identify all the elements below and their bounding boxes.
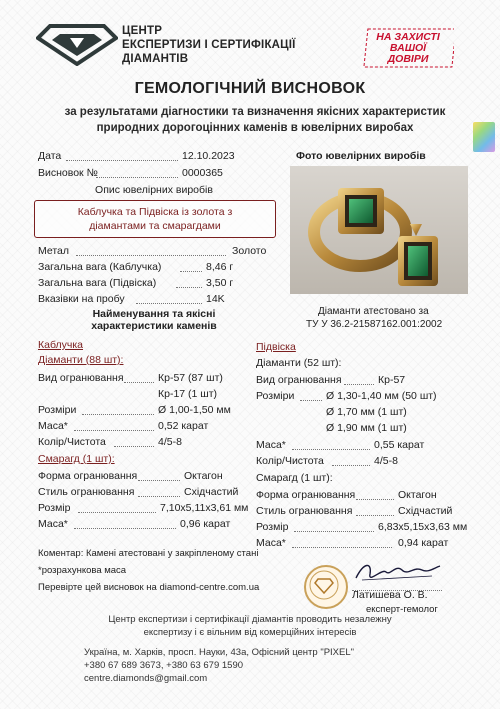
pendant-size-value-2: Ø 1,70 мм (1 шт) xyxy=(326,406,407,418)
org-line-3: ДІАМАНТІВ xyxy=(122,53,189,65)
ring-mass-value: 0,52 карат xyxy=(158,420,209,432)
ring-dim-label: Розмір xyxy=(38,502,71,514)
ring-dim-value: 7,10x5,11x3,61 мм xyxy=(160,502,249,514)
dots-divider xyxy=(292,449,370,450)
dots-divider xyxy=(78,512,156,513)
dots-divider xyxy=(124,382,154,383)
dots-divider xyxy=(74,528,176,529)
weight-pendant-value: 3,50 г xyxy=(206,277,234,289)
dots-divider xyxy=(74,430,154,431)
dots-divider xyxy=(294,531,374,532)
diamond-logo-icon xyxy=(36,22,118,66)
ring-emerald-mass-label: Маса* xyxy=(38,518,68,530)
subtitle-line-2: природних дорогоцінних каменів в ювелірних виробах xyxy=(96,122,414,134)
ring-shape-value: Октагон xyxy=(184,470,223,482)
description-box xyxy=(34,200,276,238)
dots-divider xyxy=(176,287,202,288)
pendant-emerald-mass-value: 0,94 карат xyxy=(398,537,449,549)
verify-note: Перевірте цей висновок на diamond-centre.com.ua xyxy=(38,582,260,593)
jewelry-photo xyxy=(290,166,468,294)
pendant-emerald-label: Смарагд (1 шт): xyxy=(256,472,333,484)
description-heading: Опис ювелірних виробів xyxy=(95,184,213,196)
hallmark-value: 14K xyxy=(206,293,225,305)
pendant-color-label: Колір/Чистота xyxy=(256,455,324,467)
pendant-mass-value: 0,55 карат xyxy=(374,439,425,451)
pendant-cut-value: Кр-57 xyxy=(378,374,406,386)
weight-pendant-label: Загальна вага (Підвіска) xyxy=(38,277,157,289)
section-heading-line-1: Найменування та якісні xyxy=(92,308,216,320)
org-line-1: ЦЕНТР xyxy=(122,25,163,37)
pendant-cut-label: Вид огранювання xyxy=(256,374,342,386)
number-value: 0000365 xyxy=(182,167,223,179)
ring-style-label: Стиль огранювання xyxy=(38,486,135,498)
pendant-size-label: Розміри xyxy=(256,390,295,402)
footer-address: Україна, м. Харків, просп. Науки, 43а, Офісний центр "PIXEL" xyxy=(84,647,355,658)
metal-label: Метал xyxy=(38,245,70,257)
ring-mass-label: Маса* xyxy=(38,420,68,432)
expert-role: експерт-гемолог xyxy=(366,604,438,615)
ring-cut-value-2: Кр-17 (1 шт) xyxy=(158,388,218,400)
hallmark-label: Вказівки на пробу xyxy=(38,293,125,305)
metal-value: Золото xyxy=(232,245,267,257)
ring-diamonds-label: Діаманти (88 шт): xyxy=(38,354,124,366)
pendant-size-value-3: Ø 1,90 мм (1 шт) xyxy=(326,422,407,434)
pendant-emerald-mass-label: Маса* xyxy=(256,537,286,549)
dots-divider xyxy=(356,515,394,516)
document-subtitle xyxy=(40,104,470,136)
trust-stamp xyxy=(362,28,454,68)
comment-note: Коментар: Камені атестовані у закріпленому стані xyxy=(38,548,259,559)
dots-divider xyxy=(136,303,202,304)
number-label: Висновок № xyxy=(38,167,98,179)
stamp-line-3: ДОВІРИ xyxy=(387,53,429,65)
footer-line-1: Центр експертизи і сертифікації діамантів проводить незалежну xyxy=(108,614,392,625)
ring-cut-value-1: Кр-57 (87 шт) xyxy=(158,372,223,384)
pendant-shape-label: Форма огранювання xyxy=(256,489,356,501)
description-line-2: діамантами та смарагдами xyxy=(89,220,221,232)
ring-cut-label: Вид огранювання xyxy=(38,372,124,384)
footer-line-2: експертизу і є вільним від комерційних інтересів xyxy=(143,627,357,638)
pendant-color-value: 4/5-8 xyxy=(374,455,398,467)
pendant-shape-value: Октагон xyxy=(398,489,437,501)
certification-note-1: Діаманти атестовано за xyxy=(318,306,429,317)
ring-size-label: Розміри xyxy=(38,404,77,416)
footer-phones: +380 67 689 3673, +380 63 679 1590 xyxy=(84,660,244,671)
date-value: 12.10.2023 xyxy=(182,150,235,162)
stones-section-heading xyxy=(34,308,274,332)
organization-name xyxy=(122,24,296,66)
section-heading-line-2: характеристики каменів xyxy=(91,320,217,332)
dots-divider xyxy=(96,177,178,178)
certification-seal-icon xyxy=(304,565,348,609)
date-label: Дата xyxy=(38,150,62,162)
jewelry-image-icon xyxy=(290,166,468,294)
document-title: ГЕМОЛОГІЧНИЙ ВИСНОВОК xyxy=(134,80,366,97)
dots-divider xyxy=(114,446,154,447)
pendant-dim-value: 6,83x5,15x3,63 мм xyxy=(378,521,468,533)
dots-divider xyxy=(300,400,322,401)
ring-size-value: Ø 1,00-1,50 мм xyxy=(158,404,231,416)
photo-label: Фото ювелірних виробів xyxy=(296,150,426,162)
dots-divider xyxy=(76,255,226,256)
ring-style-value: Східчастий xyxy=(184,486,239,498)
ring-title: Каблучка xyxy=(38,339,84,351)
dots-divider xyxy=(66,160,178,161)
pendant-size-value-1: Ø 1,30-1,40 мм (50 шт) xyxy=(326,390,437,402)
pendant-mass-label: Маса* xyxy=(256,439,286,451)
weight-ring-value: 8,46 г xyxy=(206,261,234,273)
dots-divider xyxy=(180,271,202,272)
dots-divider xyxy=(332,465,370,466)
subtitle-line-1: за результатами діагностики та визначення якісних характеристик xyxy=(64,106,446,118)
ring-color-label: Колір/Чистота xyxy=(38,436,106,448)
org-line-2: ЕКСПЕРТИЗИ І СЕРТИФІКАЦІЇ xyxy=(122,39,296,51)
weight-ring-label: Загальна вага (Каблучка) xyxy=(38,261,162,273)
description-text xyxy=(35,205,275,233)
certification-note-2: ТУ У 36.2-21587162.001:2002 xyxy=(306,319,443,330)
dots-divider xyxy=(138,480,180,481)
ring-shape-label: Форма огранювання xyxy=(38,470,138,482)
dots-divider xyxy=(356,499,394,500)
pendant-title: Підвіска xyxy=(256,341,296,353)
calculated-mass-note: *розрахункова маса xyxy=(38,565,127,576)
ring-emerald-label: Смарагд (1 шт): xyxy=(38,453,115,465)
footer-email: centre.diamonds@gmail.com xyxy=(84,673,208,684)
description-line-1: Каблучка та Підвіска із золота з xyxy=(77,206,233,218)
stamp-line-1: НА ЗАХИСТІ xyxy=(376,31,440,43)
expert-name: Латишева О. В. xyxy=(352,589,428,601)
pendant-dim-label: Розмір xyxy=(256,521,289,533)
hologram-sticker-icon xyxy=(473,122,495,152)
pendant-diamonds-label: Діаманти (52 шт): xyxy=(256,357,342,369)
ring-color-value: 4/5-8 xyxy=(158,436,182,448)
dots-divider xyxy=(344,384,374,385)
signature-icon xyxy=(352,558,442,586)
ring-emerald-mass-value: 0,96 карат xyxy=(180,518,231,530)
stamp-line-2: ВАШОЇ xyxy=(389,42,427,54)
dots-divider xyxy=(82,414,154,415)
dots-divider xyxy=(138,496,180,497)
dots-divider xyxy=(292,547,392,548)
pendant-style-value: Східчастий xyxy=(398,505,453,517)
pendant-style-label: Стиль огранювання xyxy=(256,505,353,517)
